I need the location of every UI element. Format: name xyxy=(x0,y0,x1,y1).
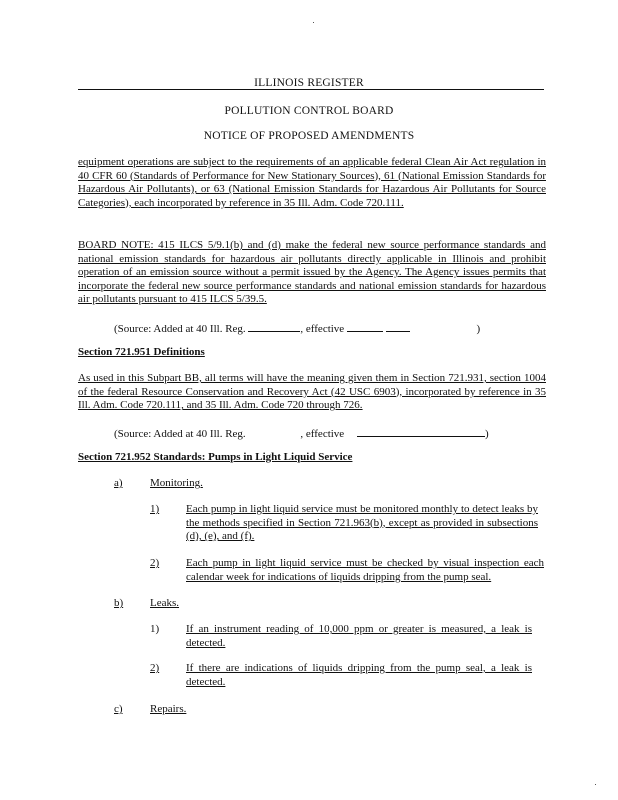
item-a1-label: 1) xyxy=(150,503,160,515)
item-b1-text: If an instrument reading of 10,000 ppm or greater is measured, a leak is detected. xyxy=(186,623,532,649)
scan-speck xyxy=(595,784,596,785)
header-rule xyxy=(78,89,544,90)
subsection-c-title: Repairs. xyxy=(150,703,187,715)
register-blank xyxy=(248,321,300,332)
source-note-1 xyxy=(114,321,480,337)
subsection-c-label: c) xyxy=(114,703,123,715)
item-b1-label: 1) xyxy=(150,623,160,635)
definitions-text: As used in this Subpart BB, all terms will have the meaning given them in Section 721.931, section 1004 of the federal Resource Conservation and Recovery Act (42 USC 6903), incorporated by reference in 35 Ill. Adm. Code 720.111, and 35 Ill. Adm. Code 720 through 726. xyxy=(78,372,546,412)
date-blank xyxy=(347,321,383,332)
section-721-951-title: Section 721.951 Definitions xyxy=(78,346,205,358)
date-blank xyxy=(357,426,485,437)
item-b2-text: If there are indications of liquids dripping from the pump seal, a leak is detected. xyxy=(186,662,532,688)
paragraph-applicability: equipment operations are subject to the requirements of an applicable federal Clean Air Act regulation in 40 CFR 60 (Standards of Performance for New Stationary Sources), 61 (National Emission Standards for Hazardous Air Pollutants), or 63 (National Emission Standards for Hazardous Air Pollutants for Source Categories), each incorporated by reference in 35 Ill. Adm. Code 720.111. xyxy=(78,156,546,209)
item-a1-text: Each pump in light liquid service must be monitored monthly to detect leaks by the methods specified in Section 721.963(b), except as provided in subsections (d), (e), and (f). xyxy=(186,503,538,543)
section-721-952-title: Section 721.952 Standards: Pumps in Light Liquid Service xyxy=(78,451,353,463)
subsection-a-label: a) xyxy=(114,477,123,489)
subsection-b-label: b) xyxy=(114,597,124,609)
register-title: ILLINOIS REGISTER xyxy=(254,77,364,89)
item-a2-label: 2) xyxy=(150,557,160,569)
source-close: ) xyxy=(476,323,481,335)
source-close: ) xyxy=(484,428,489,440)
effective-label: , effective xyxy=(300,428,345,440)
subsection-b-title: Leaks. xyxy=(150,597,180,609)
subsection-a-title: Monitoring. xyxy=(150,477,203,489)
date-blank-2 xyxy=(386,321,410,332)
board-note: BOARD NOTE: 415 ILCS 5/9.1(b) and (d) make the federal new source performance standards and national emission standards for hazardous air pollutants directly applicable in Illinois and prohibit operation of an emission source without a permit issued by the Agency. The Agency issues permits that incorporate the federal new source performance standards and national emission standards for hazardous air pollutants pursuant to 415 ILCS 5/39.5. xyxy=(78,239,546,306)
notice-title: NOTICE OF PROPOSED AMENDMENTS xyxy=(203,130,415,142)
effective-label: , effective xyxy=(300,323,345,335)
board-title: POLLUTION CONTROL BOARD xyxy=(224,105,394,117)
item-a2-text: Each pump in light liquid service must be checked by visual inspection each calendar week for indications of liquids dripping from the pump seal. xyxy=(186,557,544,583)
source-prefix: (Source: Added at 40 Ill. Reg. xyxy=(114,428,246,440)
source-prefix: (Source: Added at 40 Ill. Reg. xyxy=(114,323,246,335)
item-b2-label: 2) xyxy=(150,662,160,674)
scan-speck xyxy=(313,22,314,23)
source-note-2 xyxy=(114,426,489,442)
